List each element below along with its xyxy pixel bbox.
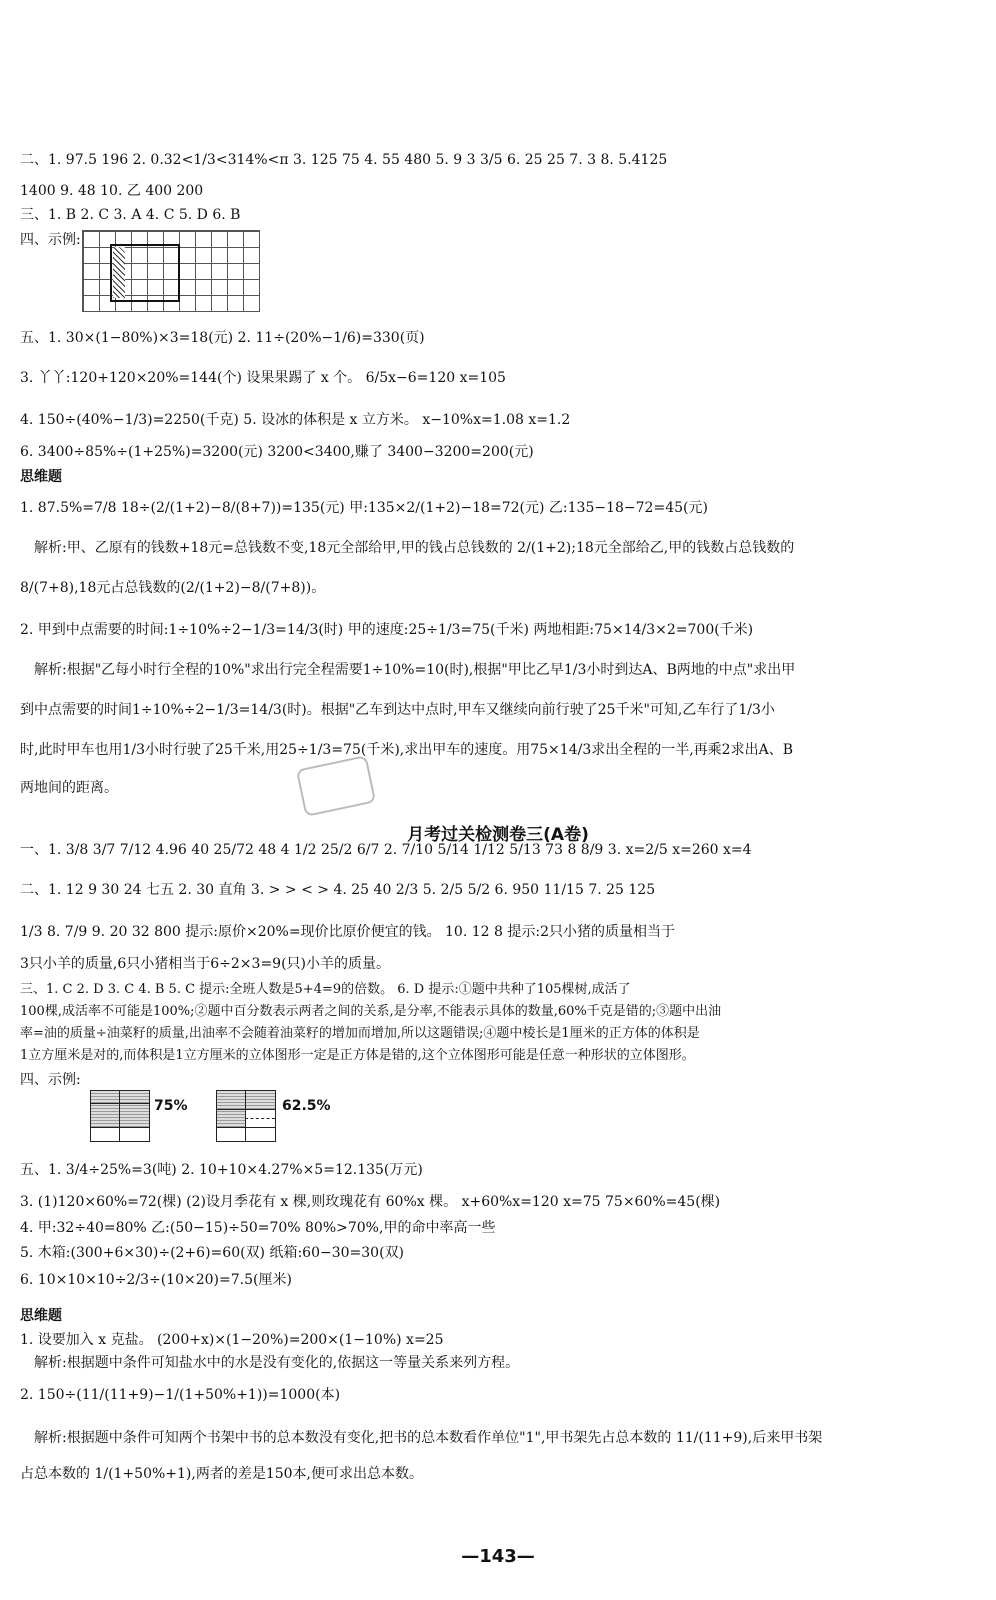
text-line: 2. 150÷(11/(11+9)−1/(1+50%+1))=1000(本) (20, 1387, 341, 1403)
text-line: 4. 甲:32÷40=80% 乙:(50−15)÷50=70% 80%>70%,甲的命中率高一些 (20, 1220, 496, 1236)
text-line: 占总本数的 1/(1+50%+1),两者的差是150本,便可求出总本数。 (20, 1466, 424, 1482)
text-line: 思维题 (20, 469, 62, 485)
text-line: 4. 150÷(40%−1/3)=2250(千克) 5. 设冰的体积是 x 立方米。 x−10%x=1.08 x=1.2 (20, 412, 571, 428)
text-line: 二、1. 12 9 30 24 七五 2. 30 直角 3. > > < > 4. 25 40 2/3 5. 2/5 5/2 6. 950 11/15 7. 25 125 (20, 882, 656, 898)
text-line: 四、示例: (20, 232, 81, 248)
text-line: 3. (1)120×60%=72(棵) (2)设月季花有 x 棵,则玫瑰花有 60%x 棵。 x+60%x=120 x=75 75×60%=45(棵) (20, 1194, 721, 1210)
text-line: 思维题 (20, 1308, 62, 1324)
percent-figure-62-5 (216, 1090, 276, 1142)
text-line: 1立方厘米是对的,而体积是1立方厘米的立体图形一定是正方体是错的,这个立体图形可能是任意一种形状的立体图形。 (20, 1048, 695, 1063)
text-line: 1. 87.5%=7/8 18÷(2/(1+2)−8/(8+7))=135(元) 甲:135×2/(1+2)−18=72(元) 乙:135−18−72=45(元) (20, 500, 708, 516)
text-line: 一、1. 3/8 3/7 7/12 4.96 40 25/72 48 4 1/2 25/2 6/7 2. 7/10 5/14 1/12 5/13 73 8 8/9 3. x=2/5 x=260 x=4 (20, 842, 752, 858)
text-line: 三、1. B 2. C 3. A 4. C 5. D 6. B (20, 207, 241, 223)
text-line: 四、示例: (20, 1072, 81, 1088)
percent-label-62-5: 62.5% (282, 1098, 331, 1114)
text-line: 3只小羊的质量,6只小猪相当于6÷2×3=9(只)小羊的质量。 (20, 956, 391, 972)
text-line: 100棵,成活率不可能是100%;②题中百分数表示两者之间的关系,是分率,不能表示具体的数量,60%千克是错的;③题中出油 (20, 1004, 722, 1019)
text-line: 1. 设要加入 x 克盐。 (200+x)×(1−20%)=200×(1−10%) x=25 (20, 1332, 444, 1348)
grid-hatched-column (113, 247, 125, 298)
text-line: 3. 丫丫:120+120×20%=144(个) 设果果踢了 x 个。 6/5x−6=120 x=105 (20, 370, 506, 386)
text-line: 到中点需要的时间1÷10%÷2−1/3=14/3(时)。根据"乙车到达中点时,甲车又继续向前行驶了25千米"可知,乙车行了1/3小 (20, 702, 775, 718)
text-line: 五、1. 3/4÷25%=3(吨) 2. 10+10×4.27%×5=12.135(万元) (20, 1162, 423, 1178)
text-line: 五、1. 30×(1−80%)×3=18(元) 2. 11÷(20%−1/6)=330(页) (20, 330, 425, 346)
percent-figure-75 (90, 1090, 150, 1142)
text-line: 1/3 8. 7/9 9. 20 32 800 提示:原价×20%=现价比原价便宜的钱。 10. 12 8 提示:2只小猪的质量相当于 (20, 924, 675, 940)
text-line: 率=油的质量÷油菜籽的质量,出油率不会随着油菜籽的增加而增加,所以这题错误;④题中棱长是1厘米的正方体的体积是 (20, 1026, 700, 1041)
text-line: 2. 甲到中点需要的时间:1÷10%÷2−1/3=14/3(时) 甲的速度:25÷1/3=75(千米) 两地相距:75×14/3×2=700(千米) (20, 622, 754, 638)
percent-label-75: 75% (154, 1098, 188, 1114)
text-line: 两地间的距离。 (20, 780, 118, 796)
text-line: 5. 木箱:(300+6×30)÷(2+6)=60(双) 纸箱:60−30=30(双) (20, 1245, 405, 1261)
text-line: 时,此时甲车也用1/3小时行驶了25千米,用25÷1/3=75(千米),求出甲车的速度。用75×14/3求出全程的一半,再乘2求出A、B (20, 742, 793, 758)
text-line: 三、1. C 2. D 3. C 4. B 5. C 提示:全班人数是5+4=9的倍数。 6. D 提示:①题中共种了105棵树,成活了 (20, 982, 631, 997)
page-number: —143— (461, 1546, 535, 1567)
text-line: 6. 3400÷85%÷(1+25%)=3200(元) 3200<3400,赚了 3400−3200=200(元) (20, 444, 534, 460)
text-line: 8/(7+8),18元占总钱数的(2/(1+2)−8/(7+8))。 (20, 580, 326, 596)
text-line: 6. 10×10×10÷2/3÷(10×20)=7.5(厘米) (20, 1272, 292, 1288)
text-line: 解析:根据题中条件可知两个书架中书的总本数没有变化,把书的总本数看作单位"1",甲书架先占总本数的 11/(11+9),后来甲书架 (34, 1430, 823, 1446)
text-line: 1400 9. 48 10. 乙 400 200 (20, 183, 204, 199)
text-line: 二、1. 97.5 196 2. 0.32<1/3<314%<π 3. 125 75 4. 55 480 5. 9 3 3/5 6. 25 25 7. 3 8. 5.4125 (20, 152, 668, 168)
stamp-mark (296, 755, 376, 817)
text-line: 解析:根据"乙每小时行全程的10%"求出行完全程需要1÷10%=10(时),根据"甲比乙早1/3小时到达A、B两地的中点"求出甲 (34, 662, 796, 678)
text-line: 解析:甲、乙原有的钱数+18元=总钱数不变,18元全部给甲,甲的钱占总钱数的 2/(1+2);18元全部给乙,甲的钱数占总钱数的 (34, 540, 795, 556)
text-line: 解析:根据题中条件可知盐水中的水是没有变化的,依据这一等量关系来列方程。 (34, 1355, 520, 1371)
section-title: 月考过关检测卷三(A卷) (407, 825, 589, 845)
